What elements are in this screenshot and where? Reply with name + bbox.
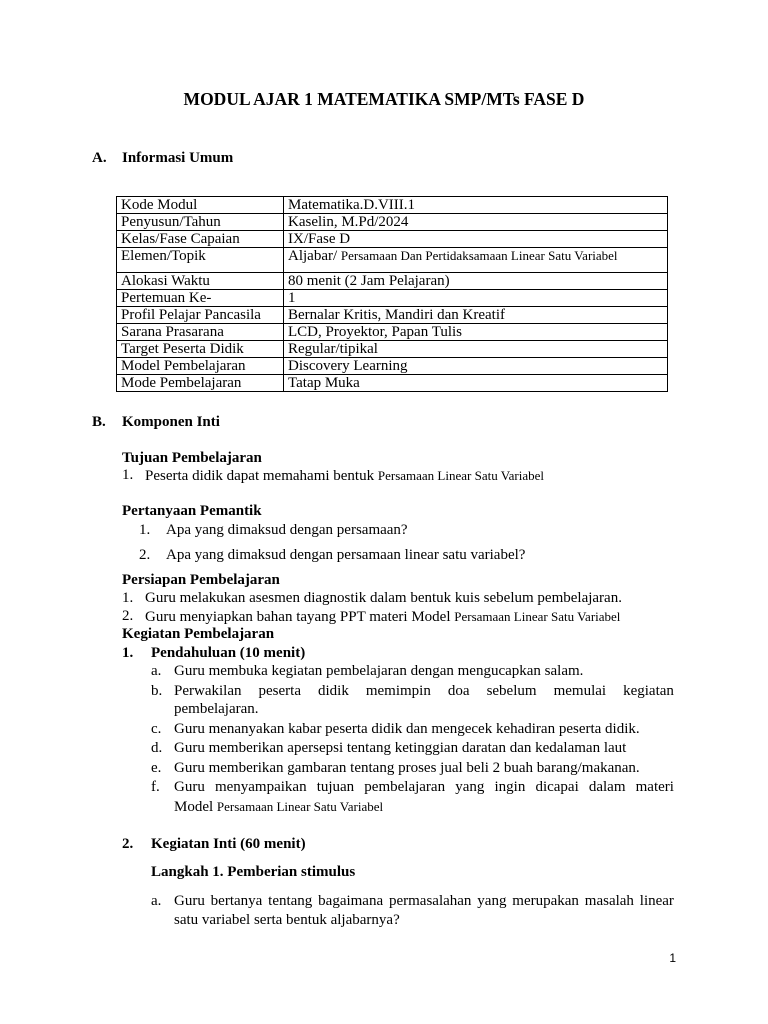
info-table-value: Regular/tipikal <box>284 341 668 358</box>
persiapan-item-1: Guru melakukan asesmen diagnostik dalam bentuk kuis sebelum pembelajaran. <box>145 590 622 606</box>
info-table-row <box>117 214 668 231</box>
info-table-row <box>117 248 668 273</box>
persiapan-item-2: Guru menyiapkan bahan tayang PPT materi Model Persamaan Linear Satu Variabel <box>145 609 621 625</box>
info-table-key: Penyusun/Tahun <box>117 214 284 231</box>
section-b-number: B. <box>92 414 106 430</box>
pendahuluan-item-e: Guru memberikan gambaran tentang proses jual beli 2 buah barang/makanan. <box>174 760 640 776</box>
langkah-1-item-a-cont: satu variabel serta bentuk aljabarnya? <box>174 912 400 928</box>
inti-heading: Kegiatan Inti (60 menit) <box>151 836 306 852</box>
info-table-row <box>117 231 668 248</box>
word: ingin <box>494 779 526 795</box>
word: doa <box>447 683 470 699</box>
info-table-row <box>117 358 668 375</box>
pendahuluan-item-f <box>174 779 674 796</box>
word: didik <box>318 683 349 699</box>
list-letter: d. <box>151 740 163 756</box>
word: permasalahan <box>388 893 472 909</box>
pemantik-heading: Pertanyaan Pemantik <box>122 503 262 519</box>
info-table-value: IX/Fase D <box>284 231 668 248</box>
pemantik-item-number: 2. <box>139 547 151 563</box>
word: linear <box>639 893 674 909</box>
list-letter: e. <box>151 760 162 776</box>
word: yang <box>477 893 507 909</box>
pendahuluan-item-f-cont: Model Persamaan Linear Satu Variabel <box>174 799 384 815</box>
word: Guru <box>174 893 205 909</box>
info-table-key: Kode Modul <box>117 197 284 214</box>
list-letter: c. <box>151 721 162 737</box>
word: yang <box>455 779 485 795</box>
pendahuluan-item-b <box>174 683 674 700</box>
persiapan-item-number: 2. <box>122 608 134 624</box>
info-table-value: Matematika.D.VIII.1 <box>284 197 668 214</box>
info-table-key: Target Peserta Didik <box>117 341 284 358</box>
pendahuluan-item-b-cont: pembelajaran. <box>174 701 259 717</box>
section-b-heading: Komponen Inti <box>122 414 220 430</box>
langkah-1-heading: Langkah 1. Pemberian stimulus <box>151 864 356 880</box>
info-table-value: LCD, Proyektor, Papan Tulis <box>284 324 668 341</box>
pendahuluan-item-c: Guru menanyakan kabar peserta didik dan mengecek kehadiran peserta didik. <box>174 721 640 737</box>
pemantik-item-number: 1. <box>139 522 151 538</box>
pemantik-item-1: Apa yang dimaksud dengan persamaan? <box>166 522 408 538</box>
kegiatan-heading: Kegiatan Pembelajaran <box>122 626 275 642</box>
list-letter: f. <box>151 779 160 795</box>
word: Guru <box>174 779 205 795</box>
info-table-row <box>117 341 668 358</box>
info-table-value: Aljabar/ Persamaan Dan Pertidaksamaan Linear Satu Variabel <box>284 248 668 273</box>
word: memulai <box>553 683 607 699</box>
list-letter: b. <box>151 683 163 699</box>
info-table <box>116 196 668 392</box>
info-table-key: Sarana Prasarana <box>117 324 284 341</box>
info-table-row <box>117 307 668 324</box>
info-table-key: Pertemuan Ke- <box>117 290 284 307</box>
tujuan-item-1: Peserta didik dapat memahami bentuk Persamaan Linear Satu Variabel <box>145 468 545 484</box>
pemantik-item-2: Apa yang dimaksud dengan persamaan linear satu variabel? <box>166 547 526 563</box>
info-table-value: Discovery Learning <box>284 358 668 375</box>
word: menyampaikan <box>214 779 307 795</box>
langkah-1-item-a <box>174 893 674 910</box>
pendahuluan-item-a: Guru membuka kegiatan pembelajaran dengan mengucapkan salam. <box>174 663 584 679</box>
persiapan-item-number: 1. <box>122 590 134 606</box>
pendahuluan-number: 1. <box>122 645 134 661</box>
word: pembelajaran <box>364 779 446 795</box>
info-table-value: Bernalar Kritis, Mandiri dan Kreatif <box>284 307 668 324</box>
list-letter: a. <box>151 663 162 679</box>
word: masalah <box>584 893 634 909</box>
word: bertanya <box>210 893 263 909</box>
info-table-value: Kaselin, M.Pd/2024 <box>284 214 668 231</box>
info-table-row <box>117 290 668 307</box>
info-table-key: Model Pembelajaran <box>117 358 284 375</box>
info-table-key: Elemen/Topik <box>117 248 284 273</box>
word: Perwakilan <box>174 683 242 699</box>
section-a-heading: Informasi Umum <box>122 150 234 166</box>
info-table-key: Kelas/Fase Capaian <box>117 231 284 248</box>
pendahuluan-item-d: Guru memberikan apersepsi tentang ketinggian daratan dan kedalaman laut <box>174 740 627 756</box>
word: bagaimana <box>318 893 384 909</box>
info-table-value: Tatap Muka <box>284 375 668 392</box>
info-table-value: 1 <box>284 290 668 307</box>
info-table-row <box>117 324 668 341</box>
document-title: MODUL AJAR 1 MATEMATIKA SMP/MTs FASE D <box>183 89 585 109</box>
tujuan-heading: Tujuan Pembelajaran <box>122 450 262 466</box>
page-number: 1 <box>669 951 676 965</box>
pendahuluan-heading: Pendahuluan (10 menit) <box>151 645 306 661</box>
word: dicapai <box>535 779 579 795</box>
word: tujuan <box>316 779 355 795</box>
list-letter: a. <box>151 893 162 909</box>
word: memimpin <box>365 683 431 699</box>
tujuan-item-number: 1. <box>122 467 134 483</box>
persiapan-heading: Persiapan Pembelajaran <box>122 572 280 588</box>
info-table-row <box>117 375 668 392</box>
word: tentang <box>268 893 313 909</box>
info-table-row <box>117 197 668 214</box>
info-table-key: Profil Pelajar Pancasila <box>117 307 284 324</box>
info-table-key: Mode Pembelajaran <box>117 375 284 392</box>
word: sebelum <box>486 683 537 699</box>
word: merupakan <box>512 893 579 909</box>
word: dalam <box>588 779 626 795</box>
word: materi <box>635 779 674 795</box>
info-table-key: Alokasi Waktu <box>117 273 284 290</box>
info-table-row <box>117 273 668 290</box>
section-a-number: A. <box>92 150 107 166</box>
word: kegiatan <box>623 683 674 699</box>
word: peserta <box>258 683 301 699</box>
info-table-value: 80 menit (2 Jam Pelajaran) <box>284 273 668 290</box>
inti-number: 2. <box>122 836 134 852</box>
